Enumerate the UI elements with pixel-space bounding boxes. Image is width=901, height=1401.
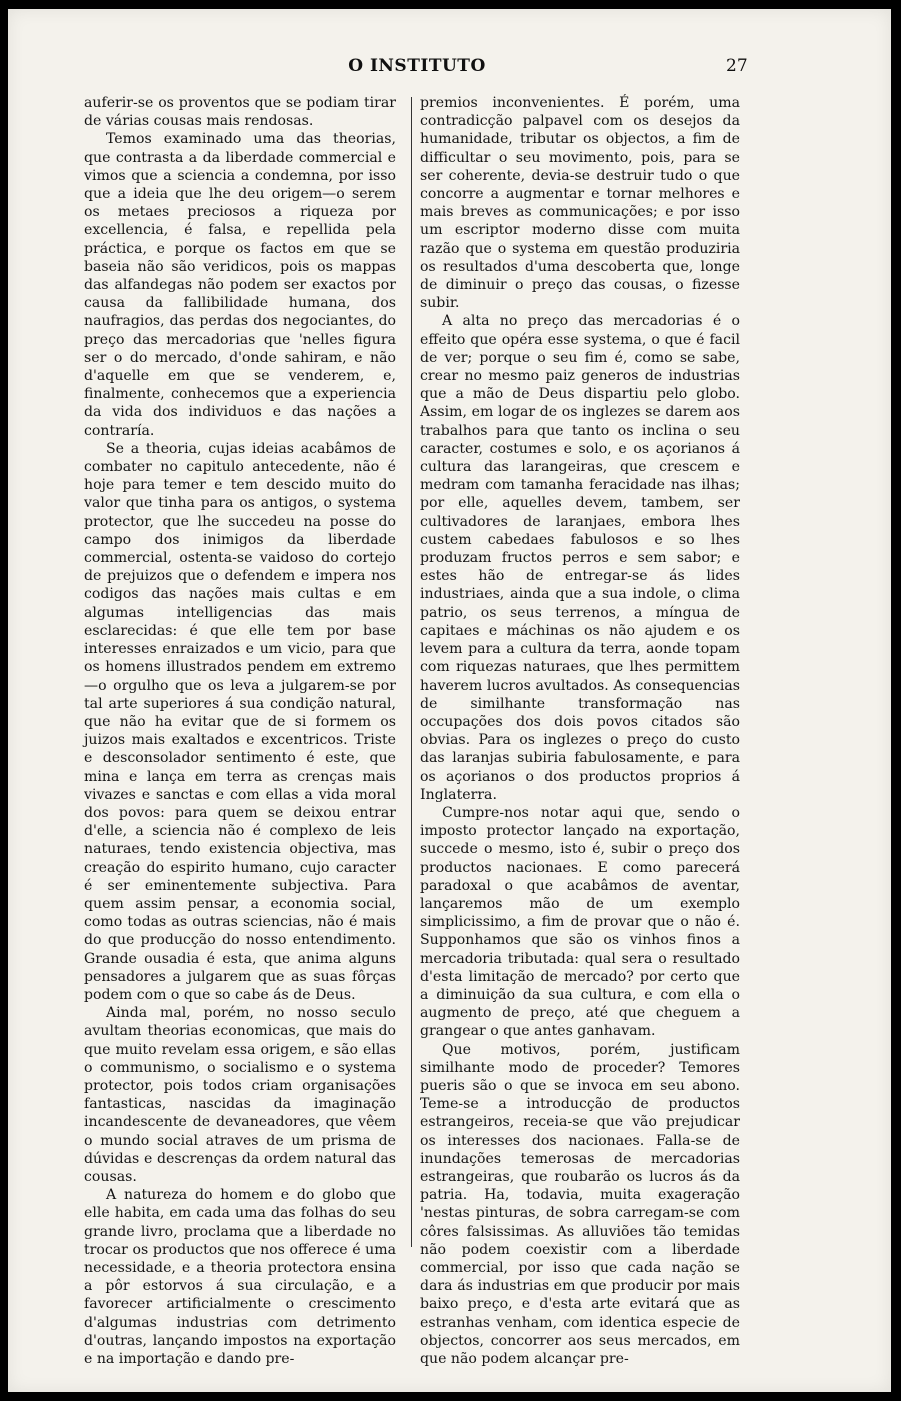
paragraph: Que motivos, porém, justificam similhante modo de proceder? Temores pueris são o que se invoca em seu abono. Teme-se a introducção de productos estrangeiros, receia-se que vão prejudicar os interesses dos nacionaes. Falla-se de inundações temerosas de mercadorias estrangeiras, que roubarão os lucros ás da patria. Ha, todavia, muita exageração 'nestas pinturas, de sobra carregam-se com côres falsissimas. As alluviões tão temidas não podem coexistir com a liberdade commercial, por isso que cada nação se dara ás industrias em que producir por mais baixo preço, e d'esta arte evitará que as estranhas venham, com identica especie de objectos, concorrer aos seus mercados, em que não podem alcançar pre- [420, 1041, 740, 1368]
page-number: 27 [726, 56, 748, 76]
paragraph: A alta no preço das mercadorias é o effeito que opéra esse systema, o que é facil de ver; porque o seu fim é, como se sabe, crear no mesmo paiz generos de industrias que a mão de Deus dispartiu pelo globo. Assim, em logar de os inglezes se darem aos trabalhos para que tanto os inclina o seu caracter, costumes e solo, e os açorianos á cultura das larangeiras, que crescem e medram com tamanha feracidade nas ilhas; por elle, aquelles devem, tambem, ser cultivadores de laranjaes, embora lhes custem cabedaes fabulosos e so lhes produzam fructos perros e sem sabor; e estes hão de entregar-se ás lides industriaes, ainda que a sua indole, o clima patrio, os seus terrenos, a míngua de capitaes e máchinas os não ajudem e os levem para a cultura da terra, aonde topam com riquezas naturaes, que lhes permittem haverem lucros avultados. As consequencias de similhante transformação nas occupações dos dois povos citados são obvias. Para os inglezes o preço do custo das laranjas subiria fabulosamente, e para os açorianos o dos productos proprios á Inglaterra. [420, 313, 740, 803]
paragraph: A natureza do homem e do globo que elle habita, em cada uma das folhas do seu grande livro, proclama que a liberdade no trocar os productos que nos offerece é uma necessidade, e a theoria protectora ensina a pôr estorvos á sua circulação, e a favorecer artificialmente o crescimento d'algumas industrias com detrimento d'outras, lançando impostos na exportação e na importação e dando pre- [84, 1187, 396, 1368]
left-column [84, 94, 396, 1368]
page [8, 9, 891, 1392]
paragraph: Ainda mal, porém, no nosso seculo avultam theorias economicas, que mais do que muito revelam essa origem, e são ellas o communismo, o socialismo e o systema protector, pois todos criam organisações fantasticas, nascidas da imaginação incandescente de devaneadores, que vêem o mundo social atraves de um prisma de dúvidas e descrenças da ordem natural das cousas. [84, 1005, 396, 1185]
right-column [420, 94, 740, 1368]
paragraph: Se a theoria, cujas ideias acabâmos de combater no capitulo antecedente, não é hoje para temer e tem descido muito do valor que tinha para os antigos, o systema protector, que lhe succedeu na posse do campo dos inimigos da liberdade commercial, ostenta-se vaidoso do cortejo de prejuizos que o defendem e impera nos codigos das nações mais cultas e em algumas intelligencias das mais esclarecidas: é que elle tem por base interesses enraizados e um vicio, para que os homens illustrados pendem em extremo—o orgulho que os leva a julgarem-se por tal arte superiores á sua condição natural, que não ha evitar que de si formem os juizos mais exaltados e excentricos. Triste e desconsolador sentimento é este, que mina e lança em terra as crenças mais vivazes e sanctas e com ellas a vida moral dos povos: para quem se deixou entrar d'elle, a sciencia não é complexo de leis naturaes, tendo existencia objectiva, mas creação do espirito humano, cujo caracter é ser eminentemente subjectiva. Para quem assim pensar, a economia social, como todas as outras sciencias, não é mais do que producção do nosso entendimento. Grande ousadia é esta, que anima alguns pensadores a julgarem que as suas fôrças podem com o que so cabe ás de Deus. [84, 440, 396, 1003]
paragraph: Temos examinado uma das theorias, que contrasta a da liberdade commercial e vimos que a sciencia a condemna, por isso que a ideia que lhe deu origem—o serem os metaes preciosos a riqueza por excellencia, é falsa, e repellida pela práctica, e porque os factos em que se baseia não são veridicos, pois os mappas das alfandegas não podem ser exactos por causa da fallibilidade humana, dos naufragios, das perdas dos negociantes, do preço das mercadorias que 'nelles figura ser o do mercado, d'onde sahiram, e não d'aquelle em que se venderem, e, finalmente, conhecemos que a experiencia da vida dos individuos e das nações a contraría. [84, 131, 396, 439]
paragraph: premios inconvenientes. É porém, uma contradicção palpavel com os desejos da humanidade, tributar os objectos, a fim de difficultar o seu movimento, pois, para se ser coherente, devia-se destruir tudo o que concorre a augmentar e tornar melhores e mais breves as communicações; e por isso um escriptor moderno disse com muita razão que o systema em questão produziria os resultados d'uma descoberta que, longe de diminuir o preço das cousas, o fizesse subir. [420, 95, 740, 312]
journal-title: O INSTITUTO [348, 56, 486, 76]
paragraph: Cumpre-nos notar aqui que, sendo o imposto protector lançado na exportação, succede o mesmo, isto é, subir o preço dos productos nacionaes. E como parecerá paradoxal o que acabâmos de aventar, lançaremos mão de um exemplo simplicissimo, a fim de provar que o não é. Supponhamos que são os vinhos finos a mercadoria tributada: qual sera o resultado d'esta limitação de mercado? por certo que a diminuição da sua cultura, e com ella o augmento de preço, até que cheguem a grangear o que antes ganhavam. [420, 804, 740, 1040]
column-divider [411, 97, 412, 1247]
paragraph: auferir-se os proventos que se podiam tirar de várias cousas mais rendosas. [84, 95, 396, 130]
page-header [8, 56, 891, 78]
